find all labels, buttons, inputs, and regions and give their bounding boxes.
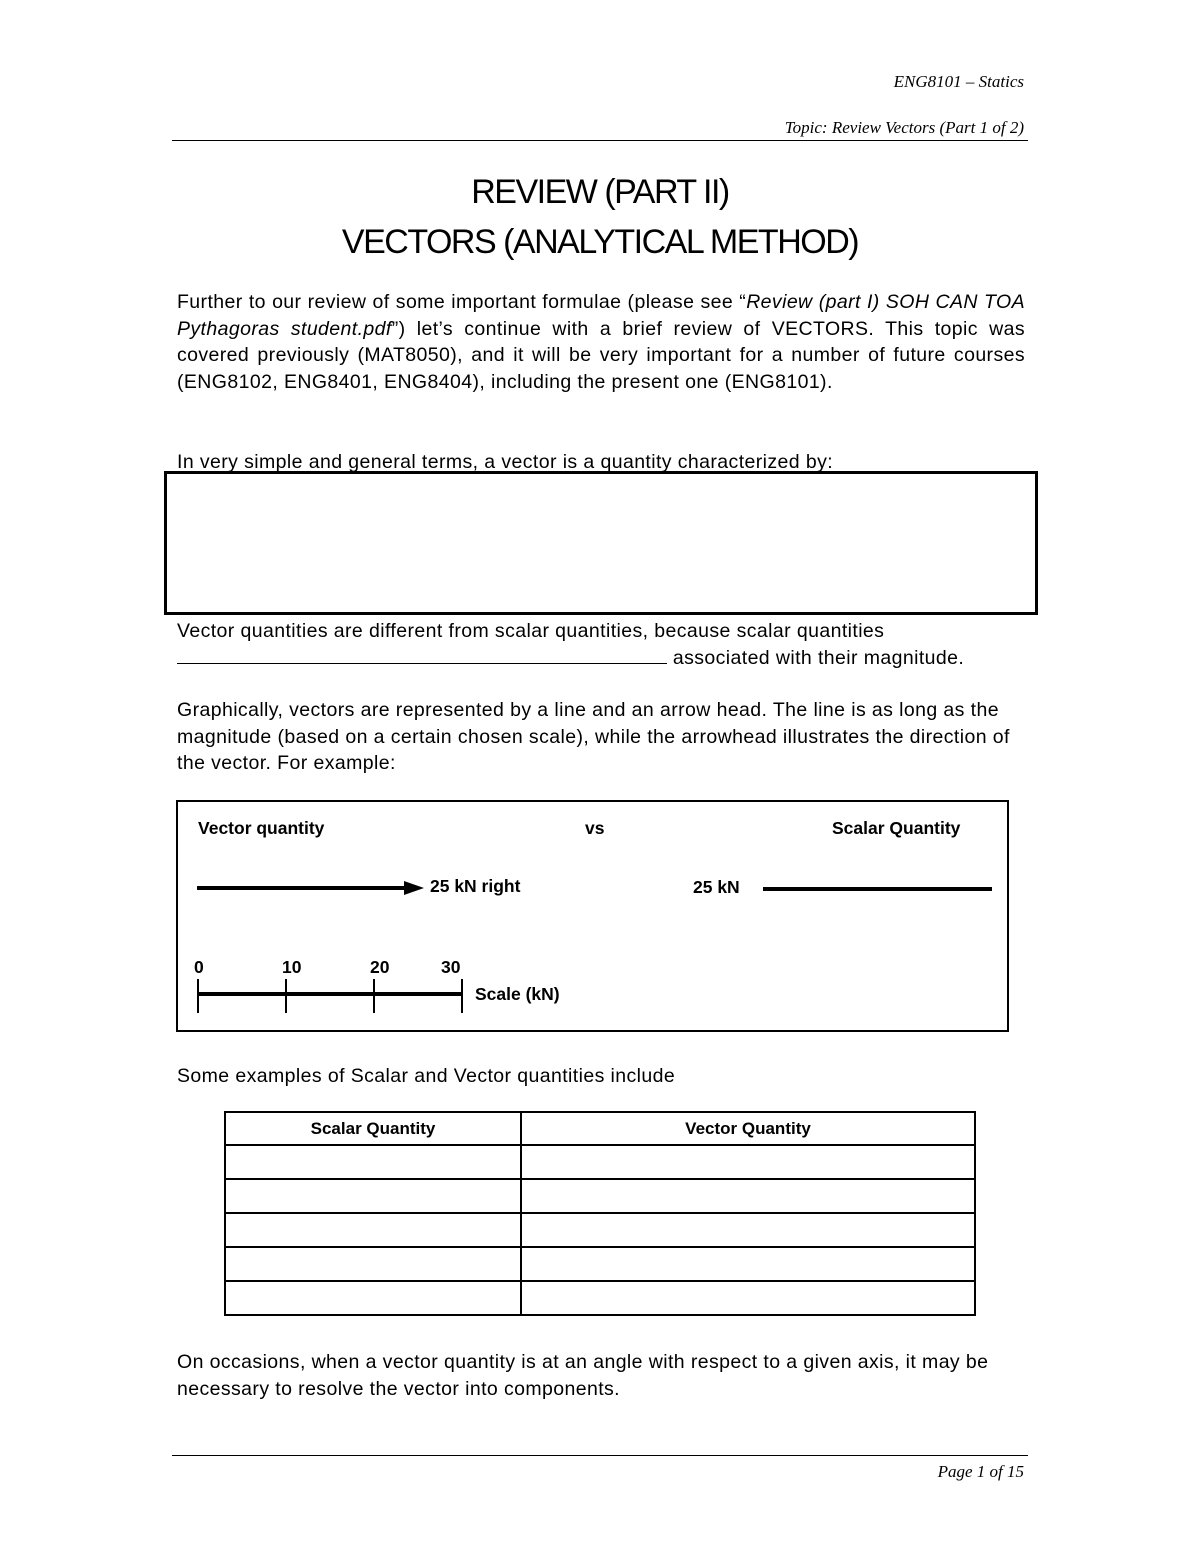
scale-tick-label: 30 <box>441 957 461 977</box>
scalar-cell[interactable] <box>225 1281 521 1315</box>
arrow-head-icon <box>404 881 424 895</box>
scalar-cell[interactable] <box>225 1213 521 1247</box>
vector-cell[interactable] <box>521 1145 975 1179</box>
vector-column-header: Vector Quantity <box>521 1112 975 1145</box>
scalar-cell[interactable] <box>225 1247 521 1281</box>
table-row <box>225 1213 975 1247</box>
vector-cell[interactable] <box>521 1281 975 1315</box>
scalar-cell[interactable] <box>225 1179 521 1213</box>
definition-answer-box[interactable] <box>164 471 1038 615</box>
table-row <box>225 1179 975 1213</box>
vector-cell[interactable] <box>521 1179 975 1213</box>
scalar-column-header: Scalar Quantity <box>225 1112 521 1145</box>
course-header: ENG8101 – Statics <box>893 72 1024 91</box>
scale-tick-label: 10 <box>282 957 302 977</box>
header-rule <box>172 140 1028 141</box>
vector-cell[interactable] <box>521 1247 975 1281</box>
reference-filename: Review (part I) SOH CAN TOA Pythagoras student.pdf <box>177 291 1025 340</box>
vector-value-label: 25 kN right <box>430 876 521 896</box>
table-header-row <box>225 1112 975 1145</box>
definition-prompt: In very simple and general terms, a vector is a quantity characterized by: <box>177 451 834 473</box>
footer-rule <box>172 1455 1028 1456</box>
graphical-paragraph: Graphically, vectors are represented by a line and an arrow head. The line is as long as the magnitude (based on a certain chosen scale), while the arrowhead illustrates the direction of the vector. For example: <box>177 699 1010 774</box>
scale-label: Scale (kN) <box>475 984 560 1004</box>
vector-heading: Vector quantity <box>198 818 325 838</box>
table-row <box>225 1145 975 1179</box>
vs-label: vs <box>585 818 605 838</box>
intro-paragraph: Further to our review of some important formulae (please see “Review (part I) SOH CAN TOA Pythagoras student.pdf”) let’s continue with a brief review of VECTORS. This topic was covered previously (MAT8050), and it will be very important for a number of future courses (ENG8102, ENG8401, ENG8404), including the present one (ENG8101). <box>177 291 1025 393</box>
examples-table <box>224 1111 976 1316</box>
scalar-heading: Scalar Quantity <box>832 818 961 838</box>
scalar-cell[interactable] <box>225 1145 521 1179</box>
scale-tick-label: 0 <box>194 957 204 977</box>
scalar-value-label: 25 kN <box>693 877 740 897</box>
page-title-line2: VECTORS (ANALYTICAL METHOD) <box>341 223 859 261</box>
closing-paragraph: On occasions, when a vector quantity is at an angle with respect to a given axis, it may be necessary to resolve the vector into components. <box>177 1351 989 1400</box>
vector-vs-scalar-figure <box>176 800 1009 1032</box>
page-title-line1: REVIEW (PART II) <box>471 173 729 211</box>
table-row <box>225 1247 975 1281</box>
examples-intro: Some examples of Scalar and Vector quantities include <box>177 1065 676 1087</box>
topic-header: Topic: Review Vectors (Part 1 of 2) <box>784 118 1024 137</box>
page-number: Page 1 of 15 <box>937 1462 1024 1481</box>
scalar-sentence: Vector quantities are different from scalar quantities, because scalar quantities associated with their magnitude. <box>177 620 965 669</box>
table-row <box>225 1281 975 1315</box>
scale-tick-label: 20 <box>370 957 390 977</box>
fill-in-blank[interactable] <box>177 645 667 664</box>
vector-cell[interactable] <box>521 1213 975 1247</box>
